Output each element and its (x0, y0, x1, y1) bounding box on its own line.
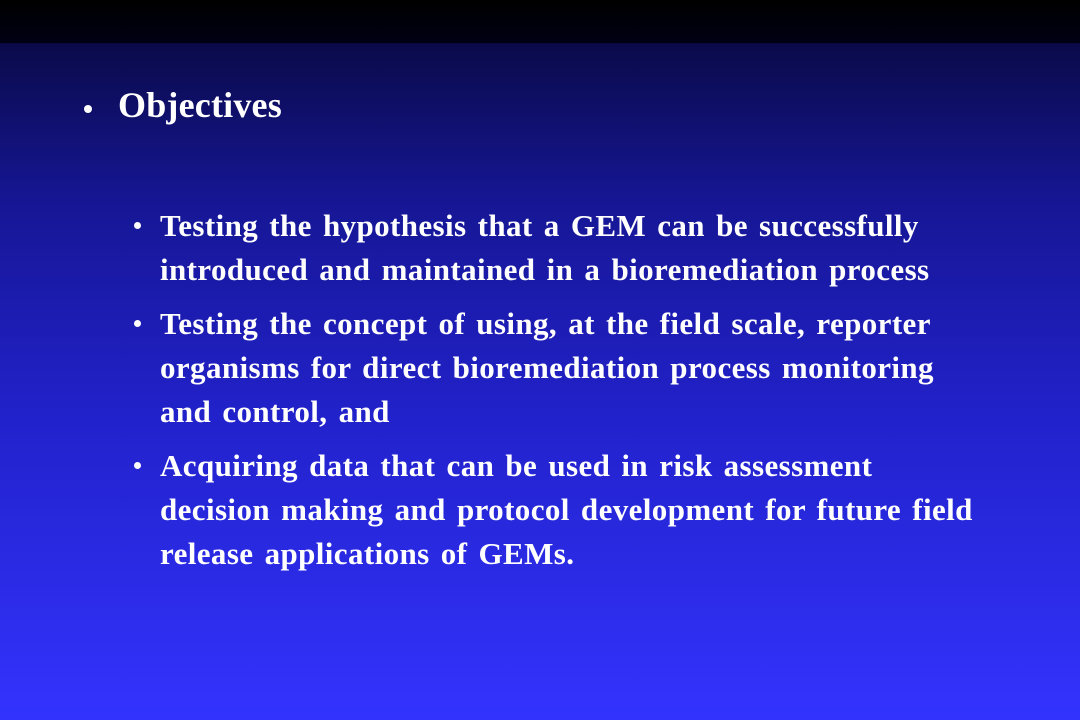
slide-heading (84, 80, 282, 130)
objective-text: Testing the concept of using, at the field scale, reporter organisms for direct bioremediation process monitoring and control, and (160, 306, 934, 429)
objective-text: Testing the hypothesis that a GEM can be successfully introduced and maintained in a bioremediation process (160, 208, 930, 287)
bullet-icon (134, 320, 141, 327)
objective-item (134, 302, 1034, 434)
heading-text: Objectives (118, 85, 282, 125)
bullet-icon (84, 105, 92, 113)
objective-text: Acquiring data that can be used in risk assessment decision making and protocol development for future field release applications of GEMs. (160, 448, 973, 571)
objective-item (134, 204, 1034, 292)
objectives-list (134, 204, 1034, 586)
objective-item (134, 444, 1034, 576)
bullet-icon (134, 222, 141, 229)
bullet-icon (134, 462, 141, 469)
